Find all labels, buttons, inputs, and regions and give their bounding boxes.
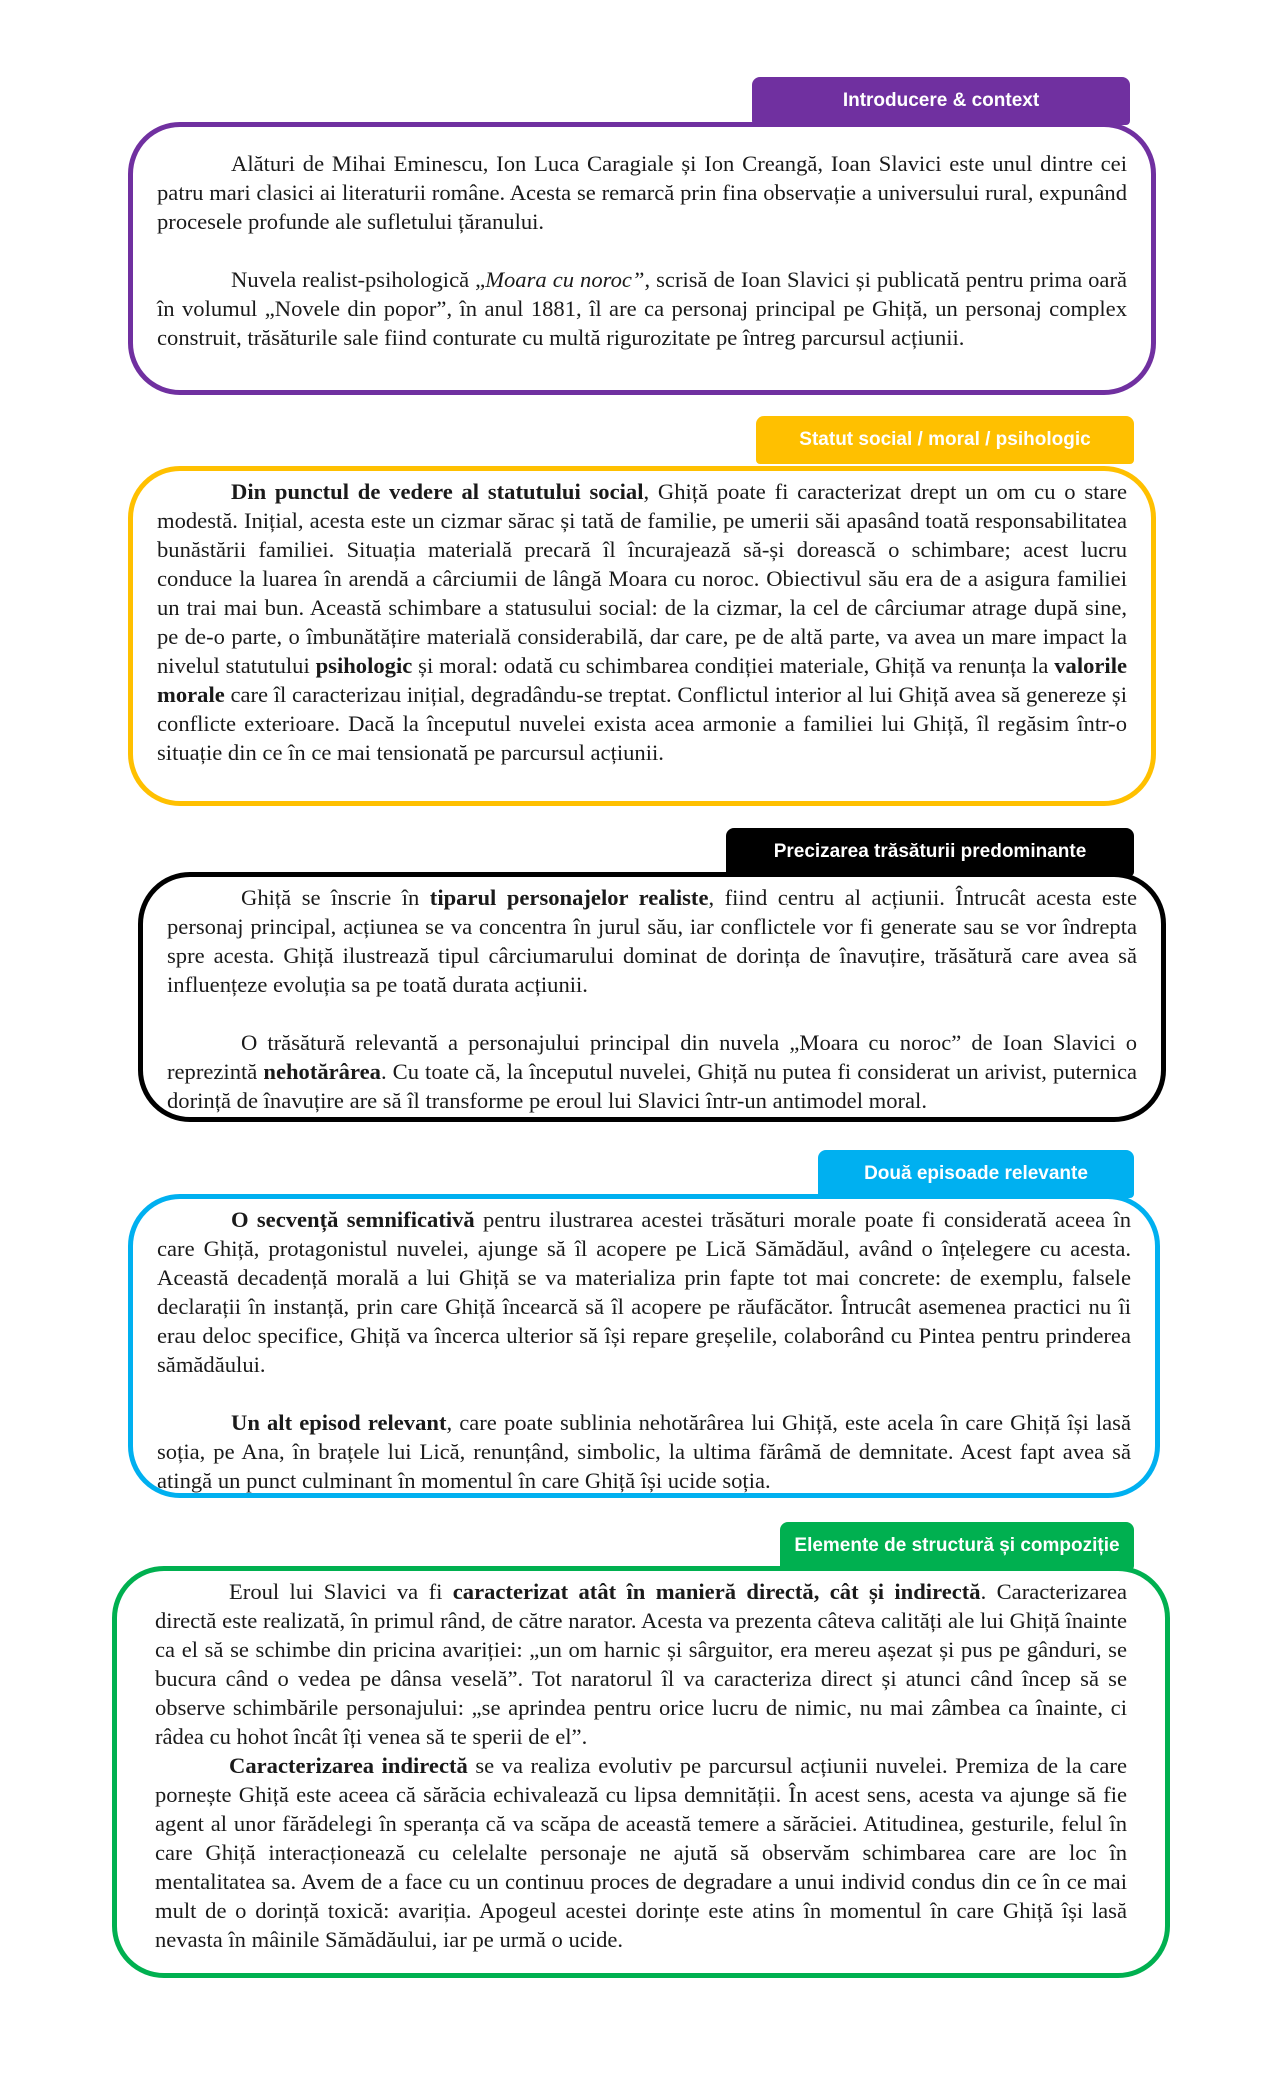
text: care îl caracterizau inițial, degradându-se treptat. Conflictul interior al lui Ghiță avea să genereze și conflicte exterioare. Dacă la începutul nuvelei exista acea armonie a familiei lui Ghiță, îl regăsim într-o situație din ce în ce mai tensionată pe parcursul acțiunii. (157, 682, 1127, 765)
section-tab-precizare (726, 828, 1134, 876)
section-title: Două episoade relevante (864, 1163, 1088, 1184)
section-box-introducere (128, 122, 1156, 395)
section-box-structura (112, 1566, 1170, 1978)
paragraph (157, 1205, 1131, 1379)
section-tab-statut (756, 416, 1134, 464)
text: . Caracterizarea directă este realizată, în primul rând, de către narator. Acesta va prezenta câteva calități ale lui Ghiță înainte ca el să se schimbe din pricina avariției: „un om harnic și sârguitor, era mereu așezat și pus pe gânduri, se bucura când o vedea pe dânsa veselă”. Tot naratorul îl va caracteriza direct și atunci când încep să se observe schimbările personajului: „se aprindea pentru orice lucru de nimic, nu mai zâmbea ca înainte, ci râdea cu hohot încât îți venea să te sperii de el”. (155, 1579, 1128, 1749)
text: se va realiza evolutiv pe parcursul acțiunii nuvelei. Premiza de la care pornește Ghiță este aceea că sărăcia echivalează cu lipsa demnității. În acest sens, acesta va ajunge să fie agent al unor fărădelegi în speranța că va scăpa de această temere a sărăciei. Atitudinea, gesturile, felul în care Ghiță interacționează cu celelalte personaje ne ajută să observăm schimbarea care are loc în mentalitatea sa. Avem de a face cu un continuu proces de degradare a unui individ condus din ce în ce mai mult de o dorință toxică: avariția. Apogeul acestei dorințe este atins în momentul în care Ghiță își lasă nevasta în mâinile Sămădăului, iar pe urmă o ucide. (155, 1753, 1127, 1952)
text: și moral: odată cu schimbarea condiției materiale, Ghiță va renunța la (412, 653, 1055, 678)
bold-text: Un alt episod relevant (231, 1410, 447, 1435)
text: Alături de Mihai Eminescu, Ion Luca Caragiale și Ion Creangă, Ioan Slavici este unul dintre cei patru mari clasici ai literaturii române. Acesta se remarcă prin fina observație a universului rural, expunând procesele profunde ale sufletului țăranului. (157, 151, 1127, 234)
section-tab-structura (780, 1522, 1134, 1570)
text: , Ghiță poate fi caracterizat drept un om cu o stare modestă. Inițial, acesta este un cizmar sărac și tată de familie, pe umerii săi apasând toată responsabilitatea bunăstării familiei. Situația materială precară îl încurajează să-și dorească o schimbare; acest lucru conduce la luarea în arendă a cârciumii de lângă Moara cu noroc. Obiectivul său era de a asigura familiei un trai mai bun. Această schimbare a statusului social: de la cizmar, la cel de cârciumar atrage după sine, pe de-o parte, o îmbunătățire materială considerabilă, dar care, pe de altă parte, va avea un mare impact la nivelul statutului (157, 479, 1127, 678)
text: Nuvela realist-psihologică „ (231, 267, 486, 292)
bold-text: O secvență semnificativă (231, 1207, 475, 1232)
paragraph (157, 477, 1127, 767)
paragraph (167, 1028, 1137, 1115)
bold-text: psihologic (315, 653, 413, 678)
text: , care poate sublinia nehotărârea lui Ghiță, este acela în care Ghiță își lasă soția, pe Ana, în brațele lui Lică, renunțând, simbolic, la ultima fărâmă de demnitate. Acest fapt avea să atingă un punct culminant în momentul în care Ghiță își ucide soția. (157, 1410, 1132, 1493)
section-title: Precizarea trăsăturii predominante (773, 841, 1087, 862)
text: . Cu toate că, la începutul nuvelei, Ghiță nu putea fi considerat un arivist, puternica dorință de înavuțire are să îl transforme pe eroul lui Slavici într-un antimodel moral. (167, 1059, 1137, 1113)
section-tab-introducere (752, 77, 1130, 125)
text: pentru ilustrarea acestei trăsături morale poate fi considerată aceea în care Ghiță, protagonistul nuvelei, ajunge să îl acopere pe Lică Sămădăul, având o înțelegere cu acesta. Această decadență morală a lui Ghiță se va materializa prin fapte tot mai concrete: de exemplu, falsele declarații în instanță, prin care Ghiță încearcă să îl acopere pe răufăcător. Întrucât asemenea practici nu îi erau deloc specifice, Ghiță va încerca ulterior să își repare greșelile, colaborând cu Pintea pentru prinderea sămădăului. (157, 1207, 1131, 1377)
text: O trăsătură relevantă a personajului principal din nuvela „Moara cu noroc” de Ioan Slavici o reprezintă (167, 1030, 1137, 1084)
paragraph (157, 265, 1127, 352)
section-title: Statut social / moral / psihologic (799, 429, 1091, 450)
bold-text: Din punctul de vedere al statutului social (231, 479, 644, 504)
text: , scrisă de Ioan Slavici și publicată pentru prima oară în volumul „Novele din popor”, în anul 1881, îl are ca personaj principal pe Ghiță, un personaj complex construit, trăsăturile sale fiind conturate cu multă rigurozitate pe întreg parcursul acțiunii. (157, 267, 1127, 350)
paragraph (155, 1577, 1127, 1751)
section-title: Introducere & context (842, 90, 1040, 111)
paragraph (157, 1408, 1131, 1495)
paragraph (157, 149, 1127, 236)
text: , fiind centru al acțiunii. Întrucât acesta este personaj principal, acțiunea se va concentra în jurul său, iar conflictele vor fi generate sau se vor îndrepta spre acesta. Ghiță ilustrează tipul cârciumarului dominat de dorința de înavuțire, trăsătură care avea să influențeze evoluția sa pe toată durata acțiunii. (167, 885, 1137, 997)
section-box-episoade (128, 1194, 1160, 1498)
bold-text: caracterizat atât în manieră directă, cât și indirectă (452, 1579, 981, 1604)
section-tab-episoade (818, 1150, 1134, 1198)
work-title: Moara cu noroc” (485, 267, 645, 292)
text: Eroul lui Slavici va fi (229, 1579, 453, 1604)
paragraph (167, 883, 1137, 999)
bold-text: valorile morale (157, 653, 1127, 707)
paragraph (155, 1751, 1127, 1954)
bold-text: Caracterizarea indirectă (229, 1753, 468, 1778)
section-box-statut (128, 466, 1156, 806)
text: Ghiță se înscrie în (241, 885, 430, 910)
bold-text: tiparul personajelor realiste (429, 885, 709, 910)
section-title: Elemente de structură și compoziție (794, 1535, 1120, 1556)
section-box-precizare (138, 872, 1166, 1122)
bold-text: nehotărârea (263, 1059, 381, 1084)
